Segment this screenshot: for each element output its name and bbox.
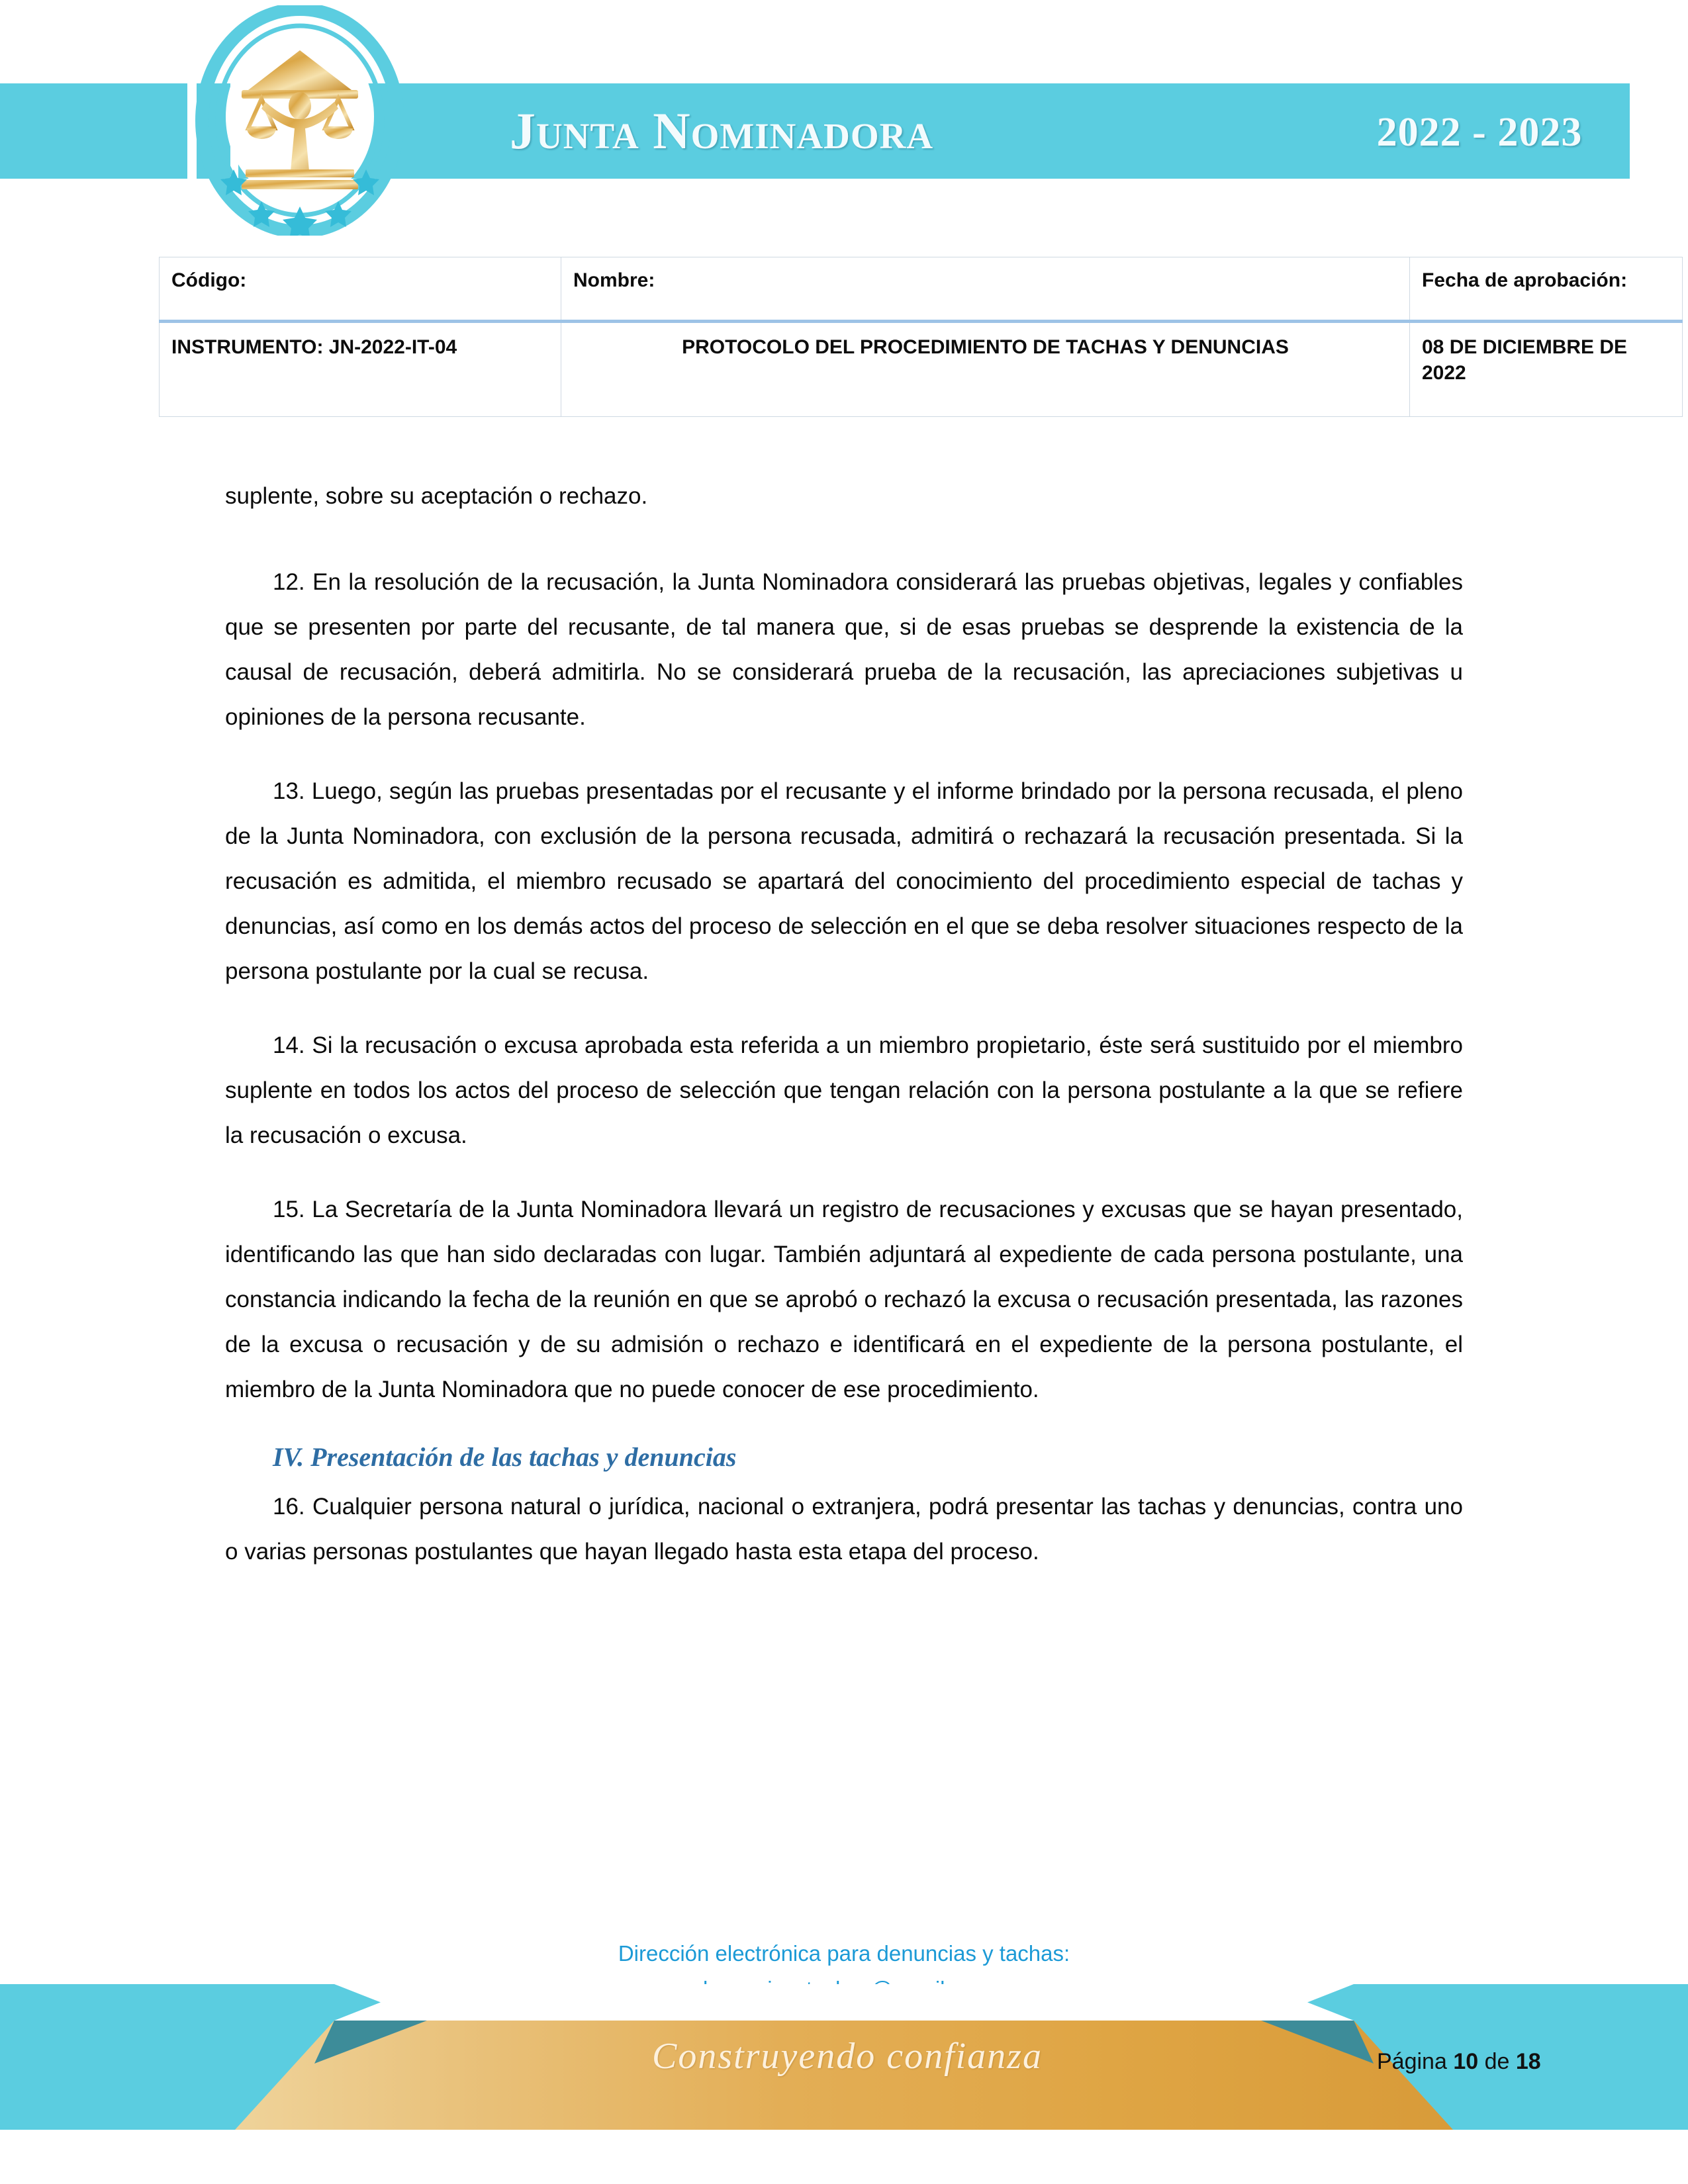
table-row-values — [160, 322, 1683, 417]
header-years-label: 2022 - 2023 — [1376, 110, 1583, 155]
page-number-indicator — [1377, 2045, 1628, 2078]
section-heading-iv: IV. Presentación de las tachas y denuncias — [273, 1442, 737, 1472]
page-number-total: 18 — [1515, 2049, 1541, 2074]
page-number-current: 10 — [1453, 2049, 1479, 2074]
paragraph-16: 16. Cualquier persona natural o jurídica, nacional o extranjera, podrá presentar las tachas y denuncias, contra uno o varias personas postulantes que hayan llegado hasta esta etapa del proceso. — [225, 1494, 1463, 1565]
page-number-middle: de — [1484, 2049, 1510, 2074]
footer-slogan: Construyendo confianza — [652, 2036, 1043, 2077]
table-header-fecha: Fecha de aprobación: — [1410, 257, 1683, 322]
paragraph-13: 13. Luego, según las pruebas presentadas por el recusante y el informe brindado por la persona recusada, el pleno de la Junta Nominadora, con exclusión de la persona recusada, admitirá o rechazará la recusación presentada. Si la recusación es admitida, el miembro recusado se apartará del conocimiento del procedimiento especial de tachas y denuncias, así como en los demás actos del proceso de selección en el que se deba resolver situaciones respecto de la persona postulante por la cual se recusa. — [225, 778, 1463, 984]
paragraph-12: 12. En la resolución de la recusación, la Junta Nominadora considerará las pruebas objetivas, legales y confiables que se presenten por parte del recusante, de tal manera que, si de esas pruebas se desprende la existencia de la causal de recusación, deberá admitirla. No se considerará prueba de la recusación, las apreciaciones subjetivas u opiniones de la persona recusante. — [225, 569, 1463, 730]
document-header-table — [159, 257, 1683, 417]
scales-of-justice-emblem-icon — [161, 5, 439, 236]
paragraph-15: 15. La Secretaría de la Junta Nominadora llevará un registro de recusaciones y excusas que se hayan presentado, identificando las que han sido declaradas con lugar. También adjuntará al expediente de cada persona postulante, una constancia indicando la fecha de la reunión en que se aprobó o rechazó la excusa o recusación presentada, las razones de la excusa o recusación y de su admisión o rechazo e identificará en el expediente de la persona postulante, el miembro de la Junta Nominadora que no puede conocer de ese procedimiento. — [225, 1197, 1463, 1402]
page-number-prefix: Página — [1377, 2049, 1447, 2074]
table-header-codigo: Código: — [160, 257, 561, 322]
footer-email-label: Dirección electrónica para denuncias y tachas: — [618, 1941, 1070, 1966]
table-header-nombre: Nombre: — [561, 257, 1410, 322]
table-row-headers — [160, 257, 1683, 322]
document-body — [225, 474, 1463, 1594]
table-cell-codigo: INSTRUMENTO: JN-2022-IT-04 — [160, 322, 561, 417]
table-cell-fecha: 08 DE DICIEMBRE DE 2022 — [1410, 322, 1683, 417]
table-cell-nombre: PROTOCOLO DEL PROCEDIMIENTO DE TACHAS Y DENUNCIAS — [561, 322, 1410, 417]
paragraph-lead: suplente, sobre su aceptación o rechazo. — [225, 483, 648, 509]
page-title: Junta Nominadora — [510, 102, 934, 159]
paragraph-14: 14. Si la recusación o excusa aprobada esta referida a un miembro propietario, éste será sustituido por el miembro suplente en todos los actos del proceso de selección que tengan relación con la persona postulante a la que se refiere la recusación o excusa. — [225, 1032, 1463, 1148]
